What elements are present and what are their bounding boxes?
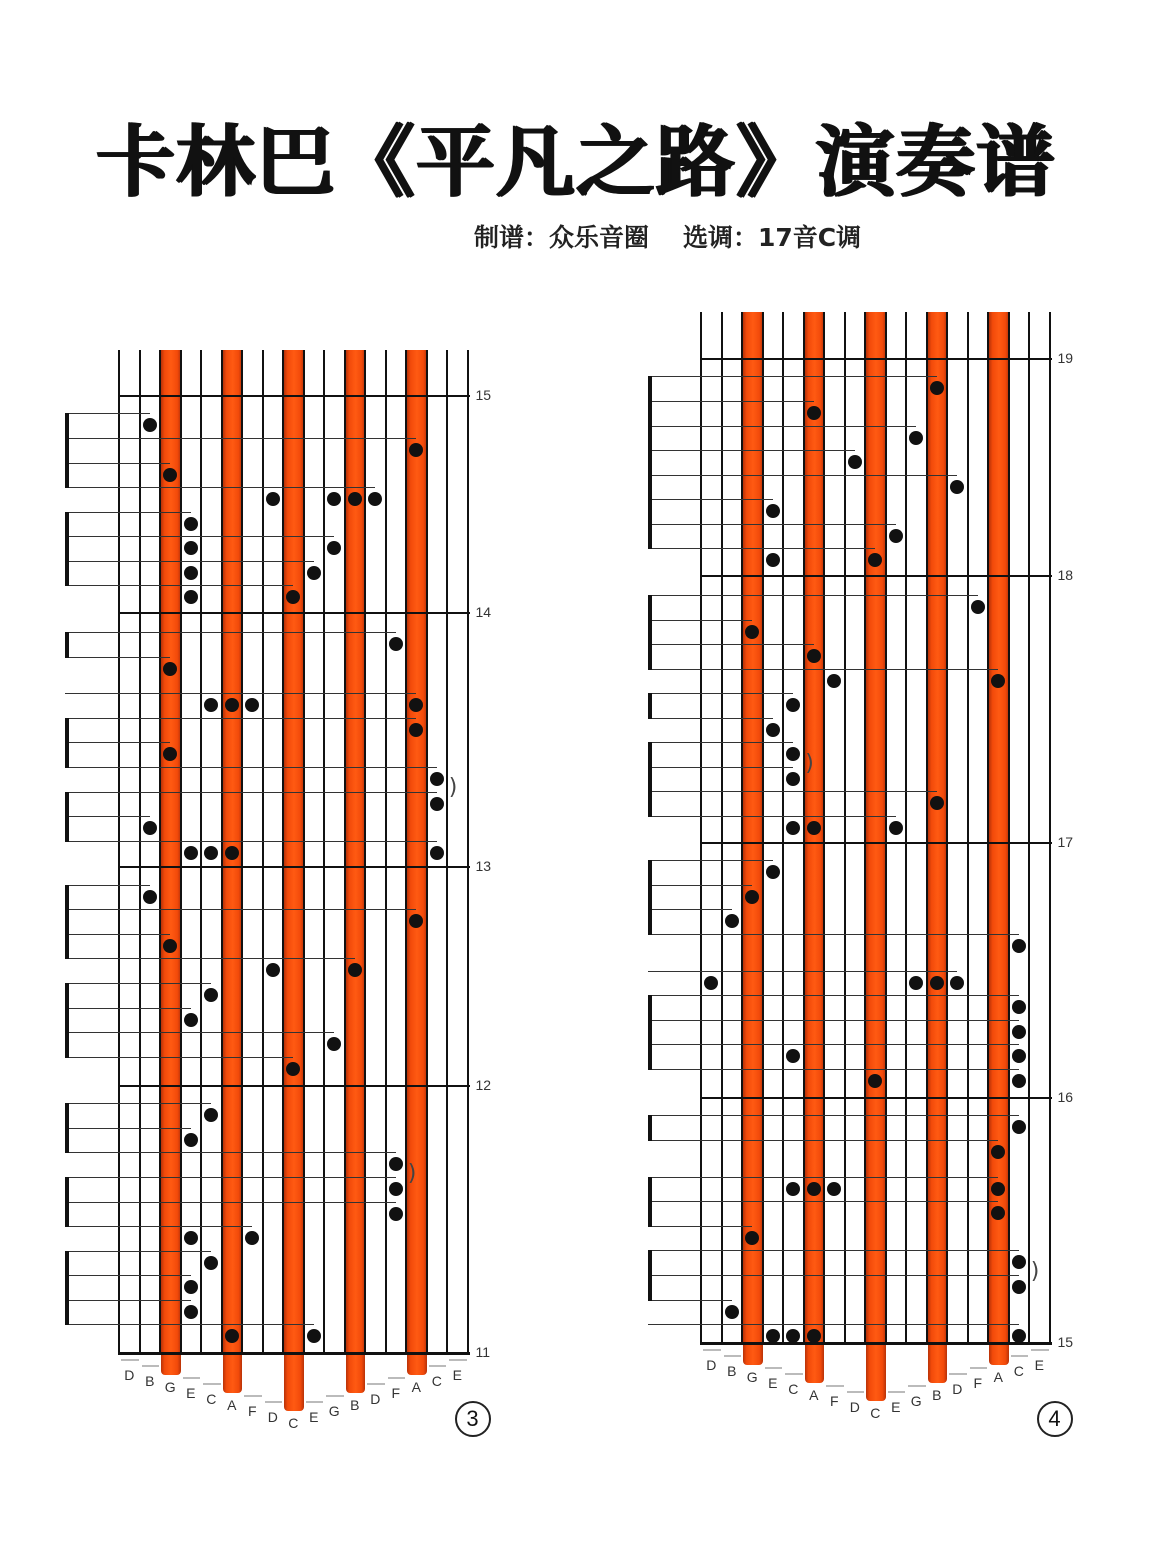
- note-line: [648, 1250, 1019, 1251]
- tine-end-1: [703, 1349, 721, 1351]
- note-dot-E: [766, 504, 780, 518]
- page-number: 4: [1037, 1401, 1073, 1437]
- measure-line: [701, 575, 1052, 577]
- tine-divider: [885, 312, 887, 1345]
- note-dot-C: [1012, 939, 1026, 953]
- page-number: 3: [455, 1401, 491, 1437]
- tine-label: C: [431, 1373, 442, 1390]
- tine-label: D: [124, 1367, 135, 1384]
- measure-number: 15: [1057, 1334, 1074, 1351]
- tine-divider: [782, 312, 784, 1345]
- note-dot-C: [1012, 1049, 1026, 1063]
- note-line: [648, 450, 855, 451]
- note-dot-C: [1012, 1120, 1026, 1134]
- note-dot-B: [930, 976, 944, 990]
- note-line: [648, 1020, 1019, 1021]
- tine-end-5: [785, 1373, 803, 1375]
- note-dot-A: [807, 649, 821, 663]
- tine-divider: [823, 312, 825, 1345]
- note-line: [648, 548, 875, 549]
- rhythm-beam: [648, 995, 652, 1070]
- note-line: [648, 595, 978, 596]
- tine-divider: [967, 312, 969, 1345]
- tine-label: D: [952, 1381, 963, 1398]
- note-dot-G: [909, 976, 923, 990]
- note-dot-D: [950, 976, 964, 990]
- rhythm-beam: [648, 742, 652, 768]
- tine-label: E: [1034, 1357, 1044, 1374]
- note-dot-D: [704, 976, 718, 990]
- tine-label: A: [993, 1369, 1003, 1386]
- tine-label: A: [809, 1387, 819, 1404]
- tine-label: D: [849, 1399, 860, 1416]
- measure-line: [701, 842, 1052, 844]
- tine-label: C: [788, 1381, 799, 1398]
- measure-number: 19: [1057, 350, 1074, 366]
- note-dot-A: [807, 406, 821, 420]
- note-dot-C: [786, 1049, 800, 1063]
- note-line: [648, 860, 773, 861]
- note-line: [648, 1069, 1019, 1070]
- tine-divider: [1049, 312, 1051, 1345]
- note-line: [648, 376, 937, 377]
- note-line: [648, 885, 752, 886]
- rhythm-beam: [648, 693, 652, 719]
- note-line: [648, 499, 773, 500]
- note-line: [648, 1140, 998, 1141]
- tine-divider: [721, 312, 723, 1345]
- tine-label: F: [973, 1375, 983, 1392]
- note-line: [648, 971, 957, 972]
- note-dot-G: [909, 431, 923, 445]
- tine-label: E: [186, 1385, 196, 1402]
- measure-number: 13: [475, 858, 492, 875]
- note-dot-C: [1012, 1074, 1026, 1088]
- tie-mark: ): [448, 775, 458, 801]
- tine-divider: [741, 312, 743, 1345]
- note-dot-C: [786, 772, 800, 786]
- tine-end-7: [826, 1385, 844, 1387]
- note-dot-C: [786, 747, 800, 761]
- note-line: [648, 791, 937, 792]
- rhythm-beam: [648, 475, 652, 550]
- tine-label: G: [164, 1379, 176, 1396]
- note-dot-F: [827, 674, 841, 688]
- note-dot-E: [766, 553, 780, 567]
- note-line: [648, 1324, 1019, 1325]
- tine-end-13: [949, 1373, 967, 1375]
- measure-line: [701, 1097, 1052, 1099]
- note-line: [648, 742, 793, 743]
- note-dot-C: [1012, 1255, 1026, 1269]
- tine-highlight-6: [805, 312, 825, 1383]
- note-dot-B: [725, 1305, 739, 1319]
- tine-highlight-3: [743, 312, 763, 1365]
- measure-number: 17: [1057, 833, 1074, 850]
- note-dot-F: [827, 1182, 841, 1196]
- tine-end-16: [1011, 1355, 1029, 1357]
- tine-divider: [803, 312, 805, 1345]
- note-line: [648, 1115, 1019, 1116]
- tine-label: A: [227, 1397, 237, 1414]
- tine-label: G: [328, 1403, 340, 1420]
- tine-divider: [864, 312, 866, 1345]
- tine-end-8: [847, 1391, 865, 1393]
- tine-divider: [1028, 312, 1030, 1345]
- tine-label: G: [746, 1369, 758, 1386]
- tine-divider: [905, 312, 907, 1345]
- note-line: [648, 1300, 732, 1301]
- score-title: 卡林巴《平凡之路》演奏谱: [95, 118, 1056, 208]
- note-line: [648, 767, 793, 768]
- note-line: [648, 693, 793, 694]
- measure-number: 14: [475, 604, 492, 621]
- rhythm-beam: [648, 860, 652, 935]
- tine-label: F: [829, 1393, 839, 1410]
- tine-divider: [987, 312, 989, 1345]
- note-line: [648, 620, 752, 621]
- note-dot-C: [786, 1329, 800, 1343]
- tine-end-4: [765, 1367, 783, 1369]
- tie-mark: ): [407, 1160, 417, 1186]
- tine-label: B: [350, 1397, 360, 1414]
- measure-number: 16: [1057, 1088, 1074, 1105]
- tine-highlight-12: [928, 312, 948, 1383]
- note-dot-C: [1012, 1025, 1026, 1039]
- note-line: [648, 1226, 752, 1227]
- tine-label: F: [391, 1385, 401, 1402]
- key-info: 选调：17音C调: [683, 223, 862, 252]
- tine-label: D: [706, 1357, 717, 1374]
- note-dot-C: [786, 698, 800, 712]
- note-line: [648, 1044, 1019, 1045]
- note-line: [648, 524, 896, 525]
- tine-label: E: [891, 1399, 901, 1416]
- tie-mark: ): [805, 750, 814, 776]
- note-line: [648, 669, 998, 670]
- note-line: [648, 475, 957, 476]
- tine-end-10: [888, 1391, 906, 1393]
- measure-number: 12: [475, 1076, 492, 1093]
- tine-label: B: [145, 1373, 155, 1390]
- note-line: [648, 995, 1019, 996]
- tine-label: E: [452, 1367, 462, 1384]
- tine-divider: [1008, 312, 1010, 1345]
- note-dot-C: [868, 1074, 882, 1088]
- tine-label: G: [910, 1393, 922, 1410]
- tine-label: E: [768, 1375, 778, 1392]
- tine-label: B: [932, 1387, 942, 1404]
- tie-mark: ): [1030, 1258, 1040, 1284]
- rhythm-beam: [648, 1115, 652, 1141]
- tine-label: C: [206, 1391, 217, 1408]
- note-dot-B: [930, 796, 944, 810]
- note-dot-D: [950, 480, 964, 494]
- note-line: [648, 1201, 998, 1202]
- note-dot-A: [807, 821, 821, 835]
- tine-label: C: [1013, 1363, 1024, 1380]
- tine-label: E: [309, 1409, 319, 1426]
- note-dot-C: [1012, 1000, 1026, 1014]
- rhythm-beam: [648, 1177, 652, 1227]
- tine-divider: [946, 312, 948, 1345]
- rhythm-beam: [648, 1250, 652, 1300]
- note-line: [648, 934, 1019, 935]
- note-dot-C: [1012, 1329, 1026, 1343]
- note-dot-C: [1012, 1280, 1026, 1294]
- note-line: [648, 816, 896, 817]
- note-dot-C: [786, 1182, 800, 1196]
- note-line: [648, 1275, 1019, 1276]
- note-line: [648, 1177, 998, 1178]
- rhythm-beam: [648, 595, 652, 670]
- note-dot-C: [786, 821, 800, 835]
- note-dot-D: [848, 455, 862, 469]
- note-line: [648, 401, 814, 402]
- note-dot-E: [889, 821, 903, 835]
- note-dot-G: [745, 625, 759, 639]
- tine-label: C: [870, 1405, 881, 1422]
- rhythm-beam: [648, 767, 652, 817]
- note-dot-E: [766, 723, 780, 737]
- note-line: [648, 718, 773, 719]
- measure-number: 18: [1057, 567, 1074, 584]
- note-dot-A: [991, 1182, 1005, 1196]
- note-dot-F: [971, 600, 985, 614]
- note-dot-E: [889, 529, 903, 543]
- tine-divider: [844, 312, 846, 1345]
- tine-label: B: [727, 1363, 737, 1380]
- tine-end-17: [1031, 1349, 1049, 1351]
- note-dot-E: [766, 1329, 780, 1343]
- tine-divider: [762, 312, 764, 1345]
- tine-label: C: [288, 1415, 299, 1432]
- note-dot-E: [766, 865, 780, 879]
- note-line: [648, 426, 916, 427]
- tine-label: D: [267, 1409, 278, 1426]
- tine-end-11: [908, 1385, 926, 1387]
- measure-number: 15: [475, 387, 492, 403]
- note-dot-A: [807, 1329, 821, 1343]
- measure-line: [701, 358, 1052, 360]
- note-line: [648, 909, 732, 910]
- tine-divider: [926, 312, 928, 1345]
- note-dot-A: [807, 1182, 821, 1196]
- tine-label: A: [411, 1379, 421, 1396]
- note-dot-A: [991, 674, 1005, 688]
- measure-line: [701, 1342, 1052, 1345]
- arranger-credit: 制谱：众乐音圈: [474, 223, 650, 252]
- tine-label: F: [247, 1403, 257, 1420]
- tine-divider: [700, 312, 702, 1345]
- note-dot-G: [745, 890, 759, 904]
- tine-end-2: [724, 1355, 742, 1357]
- tine-label: D: [370, 1391, 381, 1408]
- measure-number: 11: [475, 1344, 491, 1361]
- rhythm-beam: [648, 376, 652, 475]
- note-dot-B: [725, 914, 739, 928]
- note-line: [648, 644, 814, 645]
- tine-end-14: [970, 1367, 988, 1369]
